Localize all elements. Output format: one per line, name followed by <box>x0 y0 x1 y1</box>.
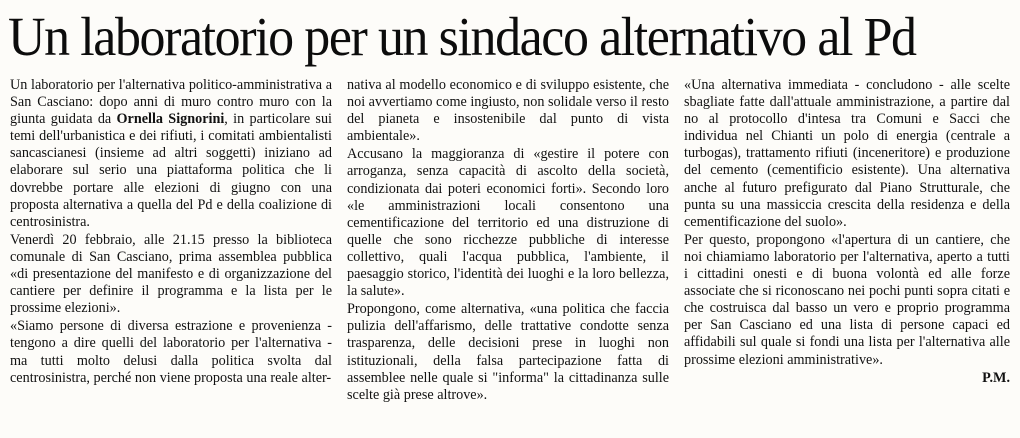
paragraph <box>10 77 332 231</box>
mayor-name: Ornella Signorini <box>116 111 225 128</box>
column-3 <box>684 77 1010 433</box>
paragraph: Accusano la maggioranza di «gestire il potere con arroganza, senza capacità di ascolto della società, condizionata dai poteri economici forti». Secondo loro «le amministrazioni locali consentono una cementificazione del territorio ed una distruzione di quelle che sono ricchezze pubbliche di interesse collettivo, quali l'acqua pubblica, l'ambiente, il paesaggio storico, l'identità dei luoghi e la loro bellezza, la salute». <box>347 146 669 300</box>
paragraph-text: Un laboratorio per l'alternativa politico-amministrativa a San Casciano: dopo anni di muro contro muro con la giunta guidata da <box>10 77 332 128</box>
paragraph: Per questo, propongono «l'apertura di un cantiere, che noi chiamiamo laboratorio per l'alternativa, aperto a tutti i cittadini onesti e di buona volontà ed alle forze associate che si riconoscano nei pochi punti sopra citati e che costruisca dal basso un vero e proprio programma per San Casciano ed una lista di persone capaci ed affidabili sul quale si fondi una lista per l'alternativa alle prossime elezioni amministrative». <box>684 231 1010 368</box>
paragraph: nativa al modello economico e di sviluppo esistente, che noi avvertiamo come ingiusto, non solidale verso il resto del pianeta e insostenibile dal punto di vista ambientale». <box>347 77 669 145</box>
paragraph: Venerdì 20 febbraio, alle 21.15 presso la biblioteca comunale di San Casciano, prima assemblea pubblica «di presentazione del manifesto e di organizzazione del cantiere per definire il programma e la lista per le prossime elezioni». <box>10 231 332 317</box>
paragraph: «Una alternativa immediata - concludono - alle scelte sbagliate fatte dall'attuale amministrazione, a partire dal no al protocollo d'intesa tra Comuni e Sacci che individua nel Chianti un polo di energia (centrale a turbogas), trattamento rifiuti (inceneritore) e produzione del cemento (cementificio esistente). Una alternativa anche al futuro prefigurato dal Piano Strutturale, che punta su una massiccia crescita della residenza e della cementificazione del suolo». <box>684 77 1010 230</box>
author-signature: P.M. <box>982 369 1010 386</box>
headline: Un laboratorio per un sindaco alternativo al Pd <box>8 6 916 67</box>
paragraph-text: , in particolare sui temi dell'urbanistica e dei rifiuti, i comitati ambientalisti sancascianesi (insieme ad altri soggetti) iniziano ad elaborare sul serio una piattaforma politica che li dovrebbe portare alle elezioni di giugno con una proposta alternativa a quella del Pd e della coalizione di centrosinistra. <box>10 111 332 230</box>
paragraph: «Siamo persone di diversa estrazione e provenienza - tengono a dire quelli del laboratorio per l'alternativa - ma tutti molto delusi dalla politica svolta dal centrosinistra, perché non viene proposta una reale alter- <box>10 318 332 386</box>
column-1 <box>10 77 332 433</box>
column-2 <box>347 77 669 433</box>
paragraph: Propongono, come alternativa, «una politica che faccia pulizia dell'affarismo, delle trattative condotte senza trasparenza, delle decisioni prese in luoghi non istituzionali, della falsa partecipazione fatta di assemblee nelle quale si "informa" la cittadinanza sulle scelte già prese altrove». <box>347 301 669 403</box>
